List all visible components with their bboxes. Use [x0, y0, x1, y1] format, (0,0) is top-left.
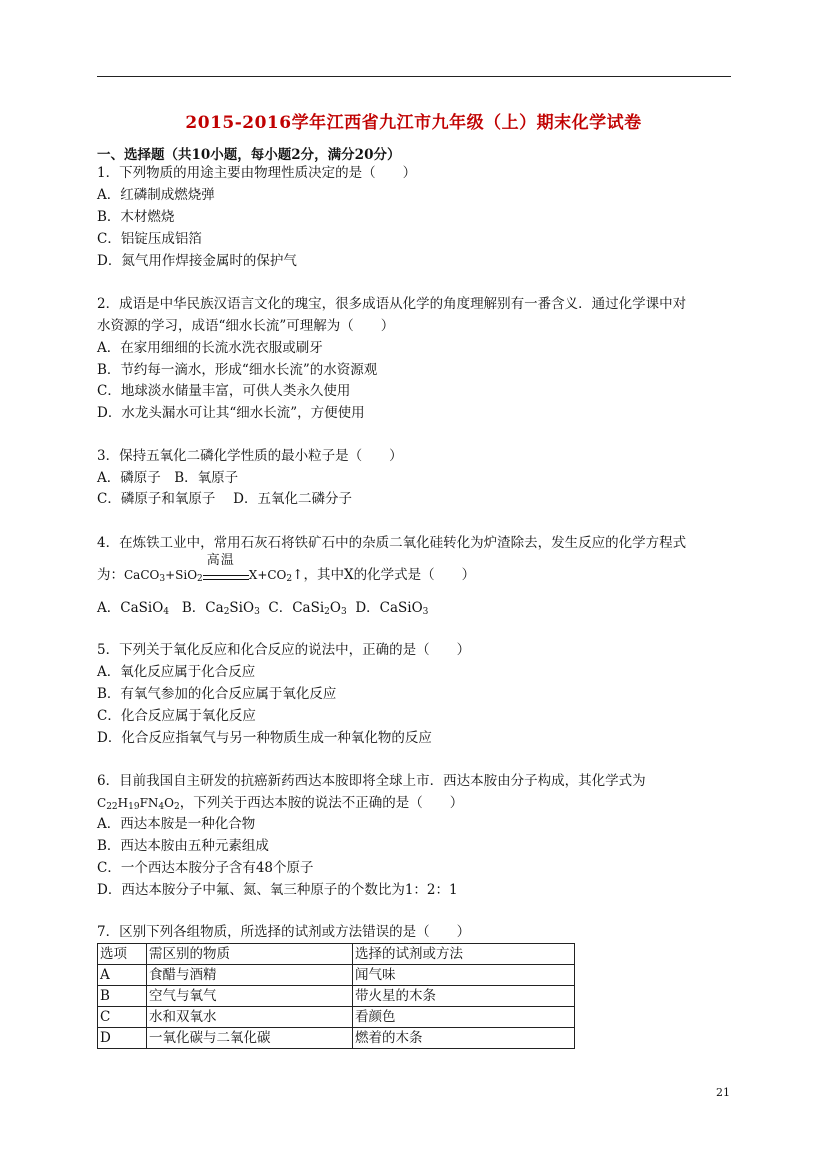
q2-stem-line1: 2．成语是中华民族汉语言文化的瑰宝，很多成语从化学的角度理解别有一番含义．通过化学课中对	[97, 296, 687, 312]
q4-eq-suffix: ，其中X的化学式是（ ）	[303, 567, 476, 583]
table-cell: 空气与氧气	[147, 986, 353, 1007]
q3-options-cd: C．磷原子和氧原子 D．五氧化二磷分子	[97, 491, 352, 507]
q6-stem-line2	[97, 794, 463, 816]
table-row	[98, 1028, 575, 1049]
table-cell: 看颜色	[353, 1007, 575, 1028]
q4-equals-sign	[203, 553, 249, 584]
q4-eq-prefix: 为：	[97, 567, 124, 583]
table-cell: 水和双氧水	[147, 1007, 353, 1028]
header-rule	[97, 76, 731, 77]
q1-stem: 1．下列物质的用途主要由物理性质决定的是（ ）	[97, 165, 417, 181]
table-cell: 燃着的木条	[353, 1028, 575, 1049]
q6-option-c: C．一个西达本胺分子含有48个原子	[97, 860, 314, 876]
q4-option-a-sub: 4	[163, 607, 169, 617]
q4-equals-bar-top	[203, 575, 249, 576]
q4-reactant-1: CaCO	[124, 568, 160, 582]
q3-stem: 3．保持五氧化二磷化学性质的最小粒子是（ ）	[97, 448, 403, 464]
q6-stem-suffix: ，下列关于西达本胺的说法不正确的是（ ）	[179, 795, 464, 811]
table-header-row	[98, 944, 575, 965]
q4-option-d-sub: 3	[422, 607, 429, 617]
q6-formula-o: O	[164, 796, 174, 810]
q4-option-b: B．Ca	[181, 600, 224, 616]
q4-product: X+CO	[248, 568, 287, 582]
q4-equals-bar-bottom	[203, 579, 249, 580]
q5-option-a: A．氧化反应属于化合反应	[97, 664, 256, 680]
q4-option-a: A．CaSiO	[97, 600, 164, 616]
q6-formula-c: C	[97, 796, 107, 810]
q1-option-a: A．红磷制成燃烧弹	[97, 187, 215, 203]
table-cell: 带火星的木条	[353, 986, 575, 1007]
q6-formula-fn: FN	[139, 796, 159, 810]
q2-option-a: A．在家用细细的长流水洗衣服或刷牙	[97, 340, 323, 356]
page-title: 2015-2016学年江西省九江市九年级（上）期末化学试卷	[185, 113, 642, 133]
q5-option-c: C．化合反应属于氧化反应	[97, 708, 256, 724]
q6-option-d: D．西达本胺分子中氟、氮、氧三种原子的个数比为1：2：1	[97, 882, 458, 898]
q4-option-b-sub2: 3	[254, 607, 260, 617]
table-cell: A	[98, 965, 147, 986]
q6-formula-c-sub: 22	[106, 802, 118, 812]
q6-option-b: B．西达本胺由五种元素组成	[97, 838, 269, 854]
table-cell: 闻气味	[353, 965, 575, 986]
q6-formula-h: H	[117, 796, 129, 810]
table-cell: D	[98, 1028, 147, 1049]
table-header-cell: 选项	[98, 944, 147, 965]
q4-condition: 高温	[206, 553, 235, 568]
q4-option-c-mid: O	[329, 600, 341, 616]
q1-option-d: D．氮气用作焊接金属时的保护气	[97, 253, 297, 269]
q6-formula-h-sub: 19	[128, 802, 140, 812]
q7-stem: 7．区别下列各组物质，所选择的试剂或方法错误的是（ ）	[97, 924, 471, 940]
table-header-cell: 需区别的物质	[147, 944, 353, 965]
q4-product-sub: 2	[286, 574, 293, 584]
q1-option-c: C．铝锭压成铝箔	[97, 231, 202, 247]
q4-reactant-2-sub: 2	[197, 574, 203, 584]
q4-option-b-mid: SiO	[229, 600, 255, 616]
q5-stem: 5．下列关于氧化反应和化合反应的说法中，正确的是（ ）	[97, 642, 471, 658]
table-cell: 一氧化碳与二氧化碳	[147, 1028, 353, 1049]
q4-option-b-sub1: 2	[223, 607, 230, 617]
q2-stem-line2: 水资源的学习，成语“细水长流”可理解为（ ）	[97, 318, 395, 334]
table-cell: 食醋与酒精	[147, 965, 353, 986]
table-row	[98, 986, 575, 1007]
q4-option-c: C．CaSi	[268, 600, 325, 616]
q4-option-d: D．CaSiO	[355, 600, 423, 616]
q5-option-b: B．有氧气参加的化合反应属于氧化反应	[97, 686, 337, 702]
section-heading: 一、选择题（共10小题，每小题2分，满分20分）	[97, 147, 401, 163]
q4-reactant-2: +SiO	[165, 568, 198, 582]
table-row	[98, 1007, 575, 1028]
q4-option-c-sub1: 2	[324, 607, 330, 617]
q6-option-a: A．西达本胺是一种化合物	[97, 816, 256, 832]
q6-formula-n-sub: 4	[158, 802, 165, 812]
q4-option-c-sub2: 3	[340, 607, 347, 617]
q1-option-b: B．木材燃烧	[97, 209, 175, 225]
q2-option-b: B．节约每一滴水，形成“细水长流”的水资源观	[97, 362, 378, 378]
table-cell: B	[98, 986, 147, 1007]
q4-stem-line1: 4．在炼铁工业中，常用石灰石将铁矿石中的杂质二氧化硅转化为炉渣除去，发生反应的化学方程式	[97, 535, 687, 551]
q4-reactant-1-sub: 3	[159, 574, 166, 584]
q3-options-ab: A．磷原子 B．氧原子	[97, 470, 239, 486]
q5-option-d: D．化合反应指氧气与另一种物质生成一种氧化物的反应	[97, 730, 432, 746]
q6-stem-line1: 6．目前我国自主研发的抗癌新药西达本胺即将全球上市．西达本胺由分子构成，其化学式为	[97, 773, 646, 789]
q6-formula-o-sub: 2	[173, 802, 180, 812]
gas-arrow-icon: ↑	[292, 567, 304, 583]
q4-equation-line	[97, 553, 476, 588]
q2-option-c: C．地球淡水储量丰富，可供人类永久使用	[97, 383, 351, 399]
table-row	[98, 965, 575, 986]
q7-table	[97, 943, 575, 1049]
page-number: 21	[716, 1086, 730, 1099]
table-cell: C	[98, 1007, 147, 1028]
table-header-cell: 选择的试剂或方法	[353, 944, 575, 965]
q2-option-d: D．水龙头漏水可让其“细水长流”，方便使用	[97, 405, 365, 421]
q4-options	[97, 599, 428, 621]
